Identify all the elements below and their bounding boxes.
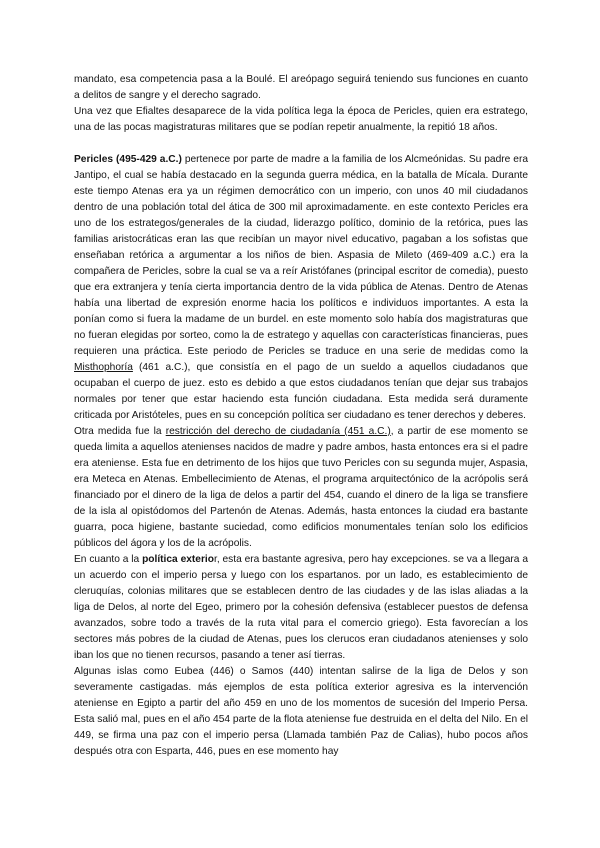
text-segment: mandato, esa competencia pasa a la Boulé. El areópago seguirá teniendo sus funciones en cuanto a delitos de sangre y el derecho sagrado. <box>74 74 528 101</box>
bold-term-politica-exterior: política exterio <box>142 554 214 565</box>
paragraph-pericles <box>74 152 528 424</box>
text-segment: r, esta era bastante agresiva, pero hay excepciones. se va a llegara a un acuerdo con el imperio persa y luego con los espartanos. por un lado, es establecimiento de cleruquías, colonias militares que se establecen dentro de las ciudades y de las islas aliadas a la liga de Delos, al norte del Egeo, primero por la cohesión defensiva (establecer puestos de defensa avanzados, sobre todo a través de la ruta vital para el comercio griego). Esta favorecían a los sectores más pobres de la ciudad de Atenas, pues los clerucos eran ciudadanos atenienses y solo iban los que no tienen recursos, pasando a tener así tierras. <box>74 554 528 661</box>
paragraph-ciudadania <box>74 424 528 552</box>
text-segment: Algunas islas como Eubea (446) o Samos (440) intentan salirse de la liga de Delos y son severamente castigadas. más ejemplos de esta política exterior agresiva es la intervención ateniense en Egipto a partir del año 459 en uno de los momentos de sucesión del Imperio Persa. Esta salió mal, pues en el año 454 parte de la flota ateniense fue destruida en el delta del Nilo. En el 449, se firma una paz con el imperio persa (Llamada también Paz de Calias), hubo pocos años después otra con Esparta, 446, pues en ese momento hay <box>74 666 528 757</box>
text-segment: Una vez que Efialtes desaparece de la vida política lega la época de Pericles, quien era estratego, una de las pocas magistraturas militares que se podían repetir anualmente, la repitió 18 años. <box>74 106 528 133</box>
underlined-term-ciudadania: restricción del derecho de ciudadanía (451 a.C.) <box>165 426 391 437</box>
text-segment: (461 a.C.), que consistía en el pago de un sueldo a aquellos ciudadanos que ocupaban el cuerpo de juez. esto es debido a que estos ciudadanos tenían que dejar sus trabajos normales por tener que estar haciendo esta función ciudadana. Esta medida será duramente criticada por Aristóteles, pues en su concepción política ser ciudadano es tener derechos y deberes. <box>74 362 528 421</box>
paragraph-efialtes <box>74 104 528 136</box>
paragraph-boule <box>74 72 528 104</box>
text-segment: En cuanto a la <box>74 554 143 565</box>
paragraph-politica-exterior <box>74 552 528 664</box>
underlined-term-misthophoria: Misthophoría <box>74 362 133 373</box>
text-segment: Otra medida fue la <box>74 426 166 437</box>
bold-heading-pericles: Pericles (495-429 a.C.) <box>74 154 182 165</box>
paragraph-spacer <box>74 136 528 152</box>
paragraph-islas <box>74 664 528 760</box>
text-segment: , a partir de ese momento se queda limita a aquellos atenienses nacidos de madre y padre ambos, hasta entonces era si el padre era ateniense. Esta fue en detrimento de los hijos que tuvo Pericles con su segunda mujer, Aspasia, era Meteca en Atenas. Embellecimiento de Atenas, el programa arquitectónico de la acrópolis será financiado por el dinero de la liga de delos a partir del 454, cuando el dinero de la liga se transfiere de la isla al opistódomos del Partenón de Atenas. Además, hasta entonces la ciudad era bastante guarra, poca higiene, bastante suciedad, como edificios monumentales tenían solo los edificios públicos del ágora y los de la acrópolis. <box>74 426 529 549</box>
text-segment: pertenece por parte de madre a la familia de los Alcmeónidas. Su padre era Jantipo, el cual se había destacado en la segunda guerra médica, en la batalla de Mícala. Durante este tiempo Atenas era ya un régimen democrático con un imperio, con unos 40 mil ciudadanos dentro de una población total del ática de 300 mil aproximadamente. en este contexto Pericles era uno de los estrategos/generales de la ciudad, liderazgo político, dominio de la retórica, pues las familias aristocráticas eran las que recibían un mayor nivel educativo, pagaban a los sofistas que enseñaban retórica a argumentar a los niños de bien. Aspasia de Mileto (469-409 a.C.) era la compañera de Pericles, sobre la cual se va a reír Aristófanes (principal escritor de comedia), puesto que era extranjera y tenía cierta importancia dentro de la vida pública de Atenas. Dentro de Atenas había una libertad de expresión enorme hacia los políticos e individuos importantes. A esta la ponían como si fuera la madame de un burdel. en este momento solo había dos magistraturas que no fueran elegidas por sorteo, como la de estratego y aquellas con características financieras, pues requieren una práctica. Este periodo de Pericles se traduce en una serie de medidas como la <box>74 154 529 357</box>
